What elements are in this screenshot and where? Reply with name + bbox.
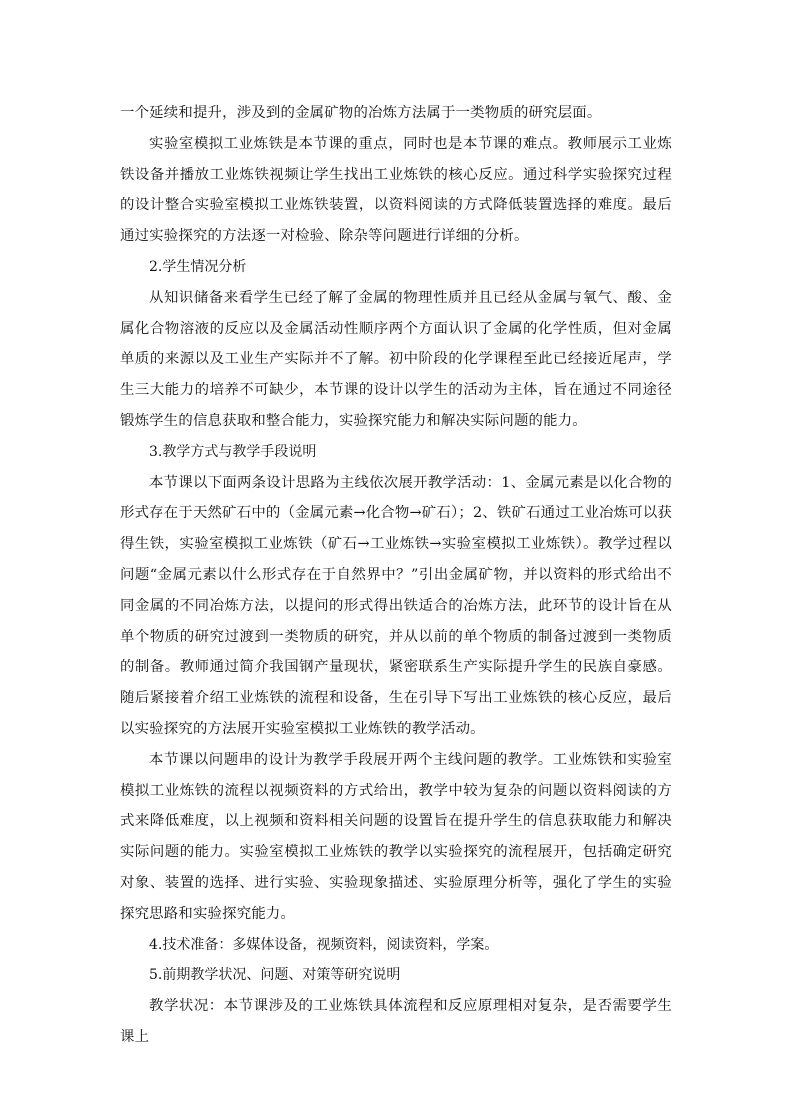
paragraph-lab-simulation: 实验室模拟工业炼铁是本节课的重点，同时也是本节课的难点。教师展示工业炼铁设备并播放工业炼铁视频让学生找出工业炼铁的核心反应。通过科学实验探究过程的设计整合实验室模拟工业炼铁装置，以资料阅读的方式降低装置选择的难度。最后通过实验探究的方法逐一对检验、除杂等问题进行详细的分析。: [120, 135, 672, 245]
paragraph-teaching-methods: 本节课以下面两条设计思路为主线依次展开教学活动：1、金属元素是以化合物的形式存在于天然矿石中的（金属元素→化合物→矿石）；2、铁矿石通过工业冶炼可以获得生铁，实验室模拟工业炼铁（矿石→工业炼铁→实验室模拟工业炼铁）。教学过程以问题“金属元素以什么形式存在于自然界中？”引出金属矿物，并以资料的形式给出不同金属的不同冶炼方法，以提问的形式得出铁适合的冶炼方法，此环节的设计旨在从单个物质的研究过渡到一类物质的研究，并从以前的单个物质的制备过渡到一类物质的制备。教师通过简介我国钢产量现状，紧密联系生产实际提升学生的民族自豪感。随后紧接着介绍工业炼铁的流程和设备，生在引导下写出工业炼铁的核心反应，最后以实验探究的方法展开实验室模拟工业炼铁的教学活动。: [120, 474, 672, 737]
paragraph-continuation: 一个延续和提升，涉及到的金属矿物的冶炼方法属于一类物质的研究层面。: [120, 105, 602, 121]
heading-prior-teaching: 5.前期教学状况、问题、对策等研究说明: [149, 967, 401, 984]
paragraph-question-chain: 本节课以问题串的设计为教学手段展开两个主线问题的教学。工业炼铁和实验室模拟工业炼铁的流程以视频资料的方式给出，教学中较为复杂的问题以资料阅读的方式来降低难度，以上视频和资料相关问题的设置旨在提升学生的信息获取能力和解决实际问题的能力。实验室模拟工业炼铁的教学以实验探究的流程展开，包括确定研究对象、装置的选择、进行实验、实验现象描述、实验原理分析等，强化了学生的实验探究思路和实验探究能力。: [120, 751, 672, 922]
heading-teaching-methods: 3.教学方式与教学手段说明: [149, 443, 317, 460]
paragraph-student-analysis: 从知识储备来看学生已经了解了金属的物理性质并且已经从金属与氧气、酸、金属化合物溶液的反应以及金属活动性顺序两个方面认识了金属的化学性质，但对金属单质的来源以及工业生产实际并不了解。初中阶段的化学课程至此已经接近尾声，学生三大能力的培养不可缺少，本节课的设计以学生的活动为主体，旨在通过不同途径锻炼学生的信息获取和整合能力，实验探究能力和解决实际问题的能力。: [120, 289, 672, 429]
heading-student-analysis: 2.学生情况分析: [149, 258, 247, 275]
heading-technical-preparation: 4.技术准备：多媒体设备，视频资料，阅读资料，学案。: [149, 936, 499, 953]
paragraph-teaching-status: 教学状况：本节课涉及的工业炼铁具体流程和反应原理相对复杂，是否需要学生课上: [120, 998, 672, 1045]
document-page: [120, 98, 672, 1053]
